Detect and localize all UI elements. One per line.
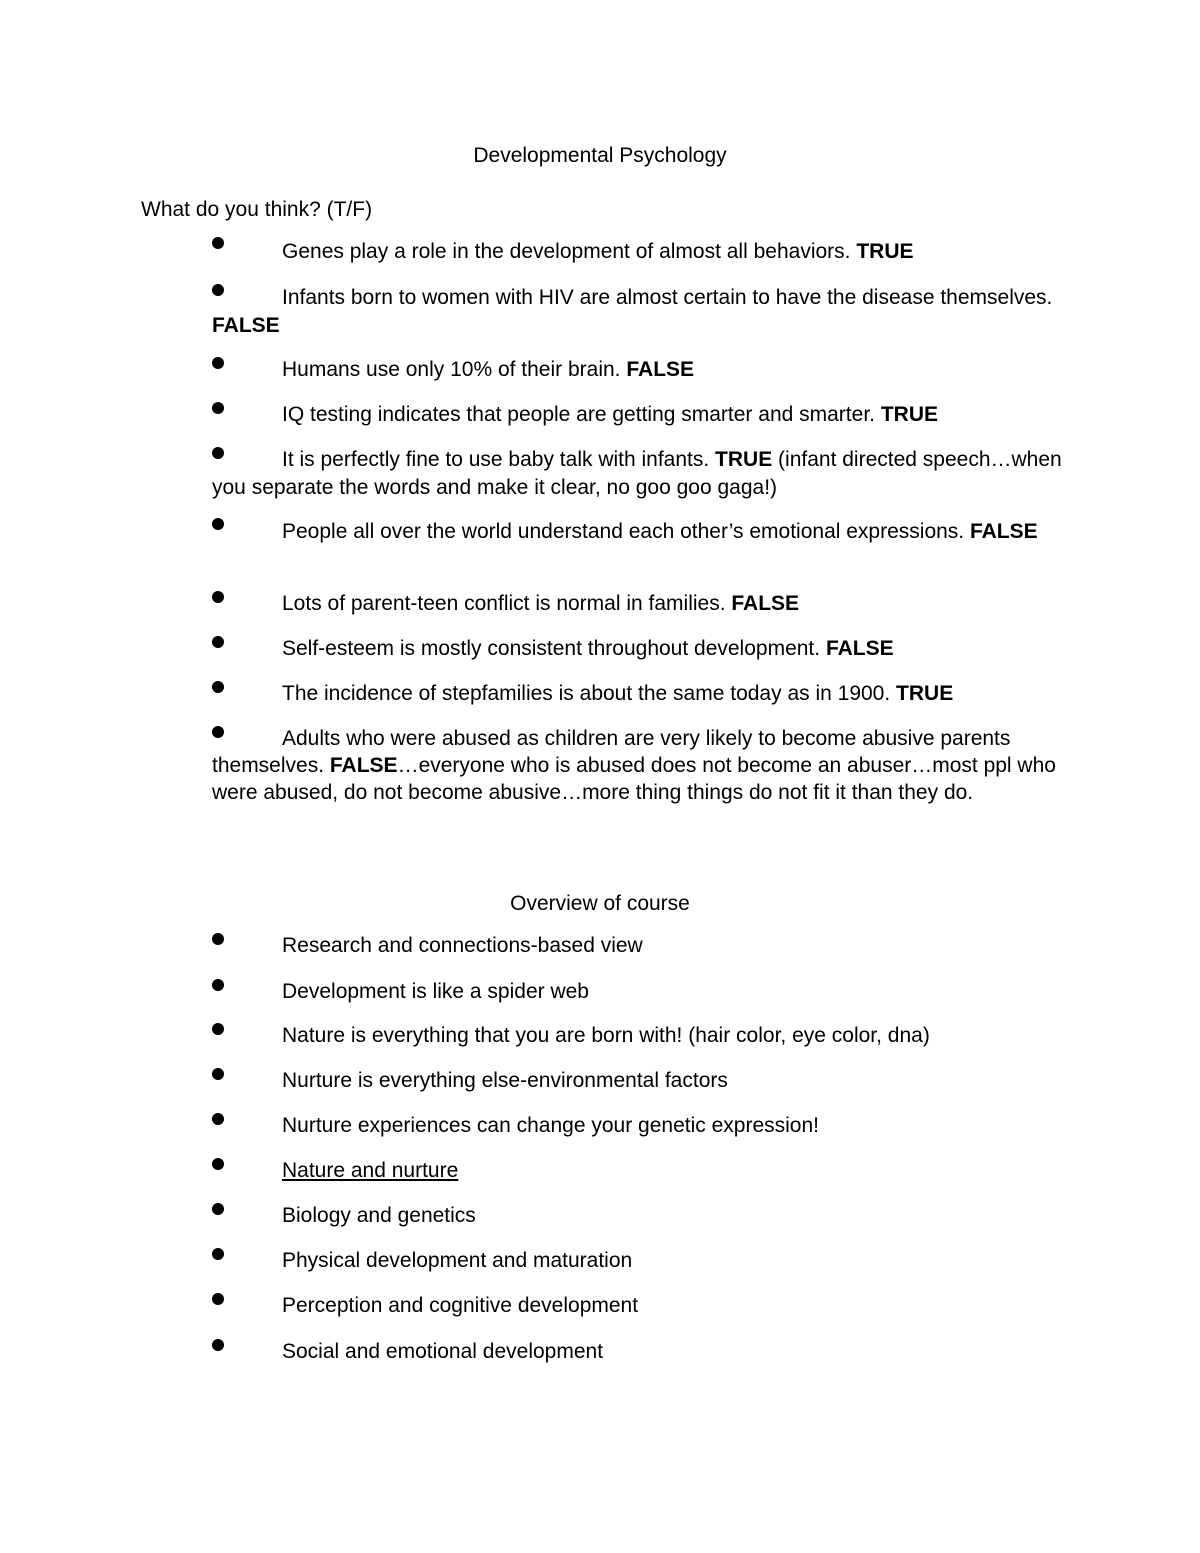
tf-list-item: Self-esteem is mostly consistent throughout development. FALSE [282,637,894,660]
overview-list-item: Physical development and maturation [282,1249,633,1272]
overview-list-item: Biology and genetics [282,1204,476,1227]
tf-list-item: Genes play a role in the development of almost all behaviors. TRUE [282,240,914,263]
intro-question: What do you think? (T/F) [141,198,373,221]
tf-list-item: It is perfectly fine to use baby talk with infants. TRUE (infant directed speech…when you separate the words and make it clear, no goo goo gaga!) [212,448,1062,499]
overview-list-item: Nurture is everything else-environmental factors [282,1069,728,1092]
overview-list-item: Nature and nurture [282,1159,459,1182]
overview-list-item: Social and emotional development [282,1340,604,1363]
answer-label: FALSE [212,314,280,337]
answer-label: FALSE [329,754,398,777]
answer-label: FALSE [731,592,800,615]
answer-label: TRUE [880,403,938,426]
document-title: Developmental Psychology [473,144,727,167]
answer-label: TRUE [856,240,914,263]
tf-list-item: Humans use only 10% of their brain. FALSE [282,358,695,381]
overview-list-item: Research and connections-based view [282,934,643,957]
answer-label: FALSE [969,520,1038,543]
tf-list-item: Adults who were abused as children are very likely to become abusive parents themselves. FALSE…everyone who is abused does not become an abuser…most ppl who were abused, do not become abusive…more thing things do not fit it than they do. [212,727,1056,804]
tf-list-item: Lots of parent-teen conflict is normal in families. FALSE [282,592,800,615]
answer-label: TRUE [896,682,954,705]
tf-list-item: People all over the world understand each other’s emotional expressions. FALSE [282,520,1038,543]
answer-label: FALSE [626,358,695,381]
overview-heading: Overview of course [510,892,690,915]
overview-list-item: Perception and cognitive development [282,1294,639,1317]
answer-label: FALSE [825,637,894,660]
overview-list-item: Nurture experiences can change your genetic expression! [282,1114,819,1137]
tf-list-item: Infants born to women with HIV are almost certain to have the disease themselves. FALSE [212,286,1053,337]
tf-list-item: IQ testing indicates that people are getting smarter and smarter. TRUE [282,403,938,426]
tf-list-item: The incidence of stepfamilies is about the same today as in 1900. TRUE [282,682,954,705]
answer-label: TRUE [715,448,773,471]
overview-list-item: Development is like a spider web [282,980,589,1003]
overview-list-item: Nature is everything that you are born with! (hair color, eye color, dna) [282,1024,930,1047]
